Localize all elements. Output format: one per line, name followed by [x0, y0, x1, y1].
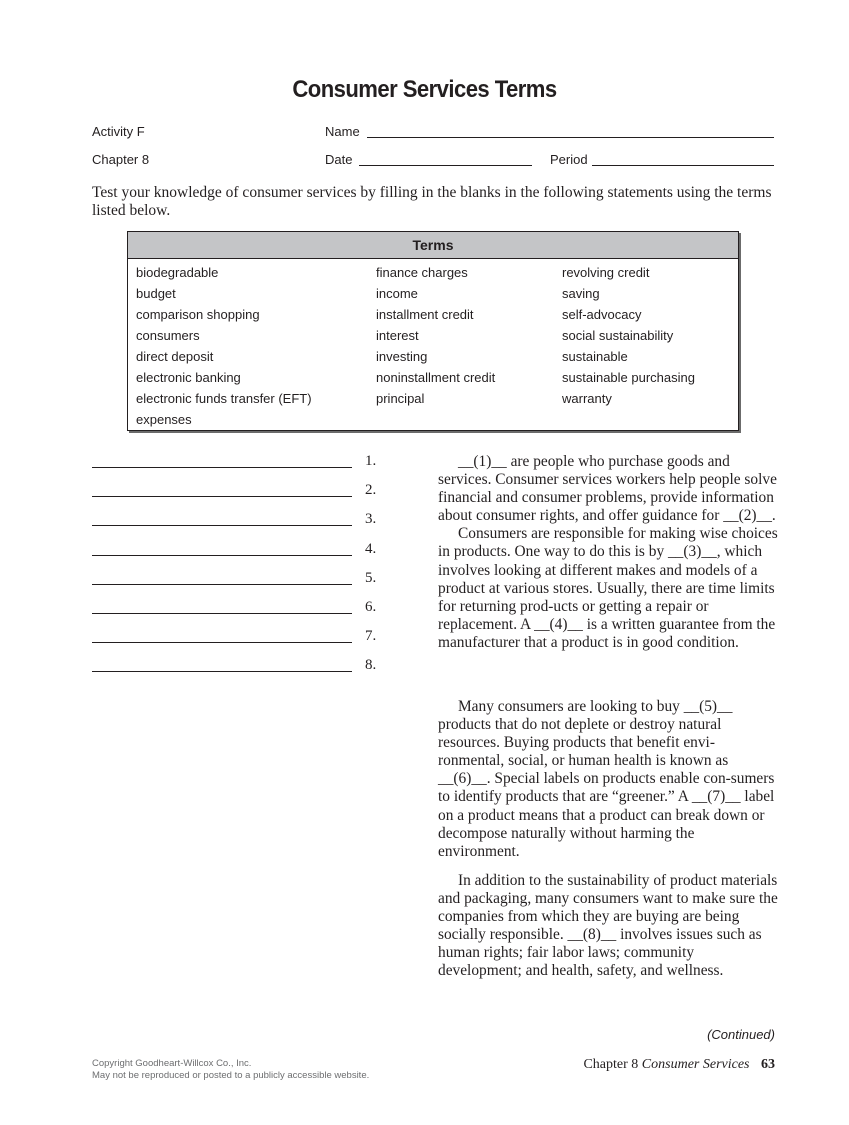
answer-number: 5.: [365, 569, 377, 586]
copyright-line: Copyright Goodheart-Willcox Co., Inc.: [92, 1058, 252, 1069]
answer-row: [92, 656, 392, 685]
term: expenses: [136, 412, 192, 427]
copyright-notice: [92, 1058, 369, 1082]
term: consumers: [136, 328, 200, 343]
answer-number: 2.: [365, 482, 377, 499]
answer-field-2[interactable]: [92, 496, 352, 497]
instructions: Test your knowledge of consumer services by filling in the blanks in the following statements using the terms listed below.: [92, 184, 772, 219]
copyright-line: May not be reproduced or posted to a publicly accessible website.: [92, 1070, 370, 1081]
terms-column-2: [376, 265, 495, 412]
paragraph: Many consumers are looking to buy __(5)__ products that do not deplete or destroy natural resources. Buying products that benefit envi-ronmental, social, or human health is known as __(6)__. Special labels on products enable con-sumers to identify products that are “greener.” A __(7)__ label on a product means that a product can break down or decompose naturally without harming the environment.: [438, 698, 775, 860]
footer-chapter-title: Consumer Services: [641, 1057, 750, 1072]
term: interest: [376, 328, 419, 343]
term: electronic banking: [136, 370, 241, 385]
passage-block-2: [438, 698, 778, 861]
answer-number: 6.: [365, 598, 377, 615]
paragraph: __(1)__ are people who purchase goods and services. Consumer services workers help people solve financial and consumer problems, provide information about consumer rights, and offer guidance for __(2)__.: [438, 453, 777, 525]
term: income: [376, 286, 418, 301]
paragraph: Consumers are responsible for making wise choices in products. One way to do this is by __(3)__, which involves looking at different makes and models of a product at various stores. Usually, there are time limits for returning prod-ucts or getting a repair or replacement. A __(4)__ is a written guarantee from the manufacturer that a product is in good condition.: [438, 525, 778, 651]
term: investing: [376, 349, 428, 364]
answer-field-8[interactable]: [92, 671, 352, 672]
answer-row: [92, 598, 392, 627]
chapter-label: Chapter 8: [92, 152, 150, 167]
term: electronic funds transfer (EFT): [136, 391, 312, 406]
answer-number: 8.: [365, 657, 377, 674]
name-field[interactable]: [367, 125, 774, 138]
answer-number: 3.: [365, 511, 377, 528]
term: finance charges: [376, 265, 468, 280]
term: principal: [376, 391, 425, 406]
terms-column-1: [136, 265, 312, 433]
term: installment credit: [376, 307, 474, 322]
answer-field-6[interactable]: [92, 613, 352, 614]
paragraph: In addition to the sustainability of product materials and packaging, many consumers want to make sure the companies from which they are buying are being socially responsible. __(8)__ involves issues such as human rights; fair labor laws; community development; and health, safety, and wellness.: [438, 872, 778, 980]
answer-row: [92, 569, 392, 598]
period-field[interactable]: [592, 153, 774, 166]
answer-row: [92, 627, 392, 656]
term: budget: [136, 286, 176, 301]
answer-row: [92, 540, 392, 569]
answer-field-1[interactable]: [92, 467, 352, 468]
footer-chapter: Chapter 8: [583, 1057, 639, 1072]
answer-number: 4.: [365, 540, 377, 557]
period-label: Period: [550, 152, 588, 167]
answer-number: 1.: [365, 453, 377, 469]
term: sustainable: [562, 349, 628, 364]
answer-field-7[interactable]: [92, 642, 352, 643]
term: direct deposit: [136, 349, 214, 364]
terms-heading: Terms: [128, 232, 738, 259]
date-label: Date: [325, 152, 353, 167]
term: biodegradable: [136, 265, 219, 280]
answer-row: [92, 452, 392, 481]
name-label: Name: [325, 124, 360, 139]
continued-note: (Continued): [707, 1027, 775, 1042]
page-footer: [583, 1057, 775, 1073]
passage-block-3: [438, 872, 778, 981]
terms-box: [127, 231, 739, 431]
term: revolving credit: [562, 265, 650, 280]
page-number: 63: [761, 1057, 775, 1072]
passage-block-1: [438, 453, 778, 652]
answer-field-3[interactable]: [92, 525, 352, 526]
answer-field-4[interactable]: [92, 555, 352, 556]
term: saving: [562, 286, 600, 301]
term: sustainable purchasing: [562, 370, 695, 385]
term: social sustainability: [562, 328, 674, 343]
answer-field-5[interactable]: [92, 584, 352, 585]
term: self-advocacy: [562, 307, 642, 322]
terms-column-3: [562, 265, 695, 412]
answer-row: [92, 481, 392, 510]
term: warranty: [562, 391, 612, 406]
term: noninstallment credit: [376, 370, 496, 385]
answer-number: 7.: [365, 628, 377, 645]
activity-label: Activity F: [92, 124, 145, 139]
answer-row: [92, 510, 392, 539]
answer-list: [92, 452, 392, 686]
term: comparison shopping: [136, 307, 260, 322]
page-title: Consumer Services Terms: [292, 76, 557, 103]
date-field[interactable]: [359, 153, 532, 166]
